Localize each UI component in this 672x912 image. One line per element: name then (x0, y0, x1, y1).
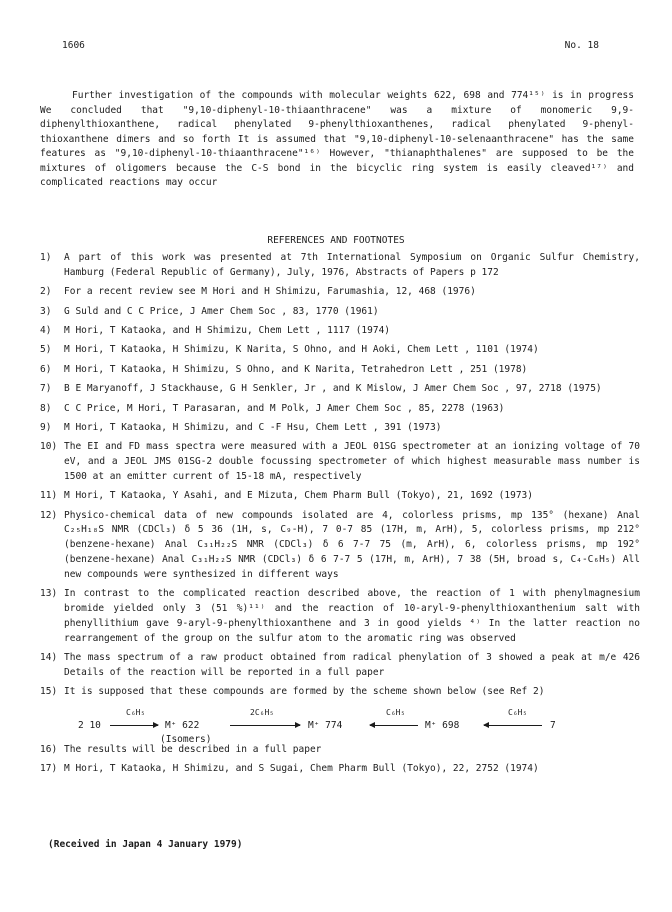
reference-text: M Hori, T Kataoka, H Shimizu, K Narita, S Ohno, and H Aoki, Chem Lett , 1101 (1974) (64, 344, 539, 356)
body-paragraph: Further investigation of the compounds with molecular weights 622, 698 and 774¹⁵⁾ is in progress We concluded that "9,10-diphenyl-10-thiaanthracene" was a mixture of monomeric 9,9-diphenylthioxanthene, radical phenylated 9-phenylthioxanthenes, radical phenylated 9-phenyl-thioxanthene dimers and so forth It is assumed that "9,10-diphenyl-10-selenaanthracene" has the same features as "9,10-diphenyl-10-thiaanthracene"¹⁶⁾ However, "thianaphthalenes" are supposed to be the mixtures of oligomers because the C-S bond in the bicyclic ring system is easily cleaved¹⁷⁾ and complicated reactions may occur (40, 90, 634, 188)
body-text (40, 89, 634, 191)
reference-text: The mass spectrum of a raw product obtained from radical phenylation of 3 showed a peak at m/e 426 Details of the reaction will be reported in a full paper (64, 652, 640, 678)
reference-number: 11) (40, 490, 58, 502)
reference-text: For a recent review see M Hori and H Shimizu, Farumashia, 12, 468 (1976) (64, 286, 476, 298)
received-date: (Received in Japan 4 January 1979) (48, 839, 243, 850)
journal-issue: No. 18 (564, 40, 599, 51)
left-arrow-icon (370, 725, 418, 726)
reference-2 (40, 285, 640, 300)
reference-number: 12) (40, 509, 58, 521)
reference-3 (40, 305, 640, 320)
reference-6 (40, 363, 640, 378)
reference-14 (40, 651, 640, 681)
reference-text: B E Maryanoff, J Stackhause, G H Senkler, Jr , and K Mislow, J Amer Chem Soc , 97, 2718 (1975) (64, 383, 602, 395)
reference-text: In contrast to the complicated reaction described above, the reaction of 1 with phenylmagnesium bromide yielded only 3 (51 %)¹¹⁾ and the reaction of 10-aryl-9-phenylthioxanthenium salt with phenyllithium gave 9-aryl-9-phenylthioxanthene and 3 in good yields ⁴⁾ In the latter reaction no rearrangement of the group on the sulfur atom to the aromatic ring was observed (64, 588, 640, 644)
reference-text: A part of this work was presented at 7th International Symposium on Organic Sulfur Chemistry, Hamburg (Federal Republic of Germany), July, 1976, Abstracts of Papers p 172 (64, 252, 640, 278)
scheme-arrow-label-1: C₆H₅ (126, 707, 146, 717)
reference-number: 13) (40, 588, 58, 600)
reference-text: The results will be described in a full paper (64, 743, 322, 755)
reference-16 (40, 743, 640, 758)
reference-number: 8) (40, 402, 52, 414)
right-arrow-icon (110, 725, 158, 726)
reference-8 (40, 402, 640, 417)
reference-text: M Hori, T Kataoka, H Shimizu, and S Sugai, Chem Pharm Bull (Tokyo), 22, 2752 (1974) (64, 763, 539, 775)
scheme-start: 2 10 (78, 719, 101, 731)
reference-number: 6) (40, 363, 52, 375)
reference-10 (40, 440, 640, 484)
reference-text: G Suld and C C Price, J Amer Chem Soc , 83, 1770 (1961) (64, 305, 379, 317)
reference-number: 5) (40, 344, 52, 356)
reference-7 (40, 382, 640, 397)
reference-9 (40, 421, 640, 436)
page-number: 1606 (62, 40, 85, 51)
reference-number: 4) (40, 324, 52, 336)
reference-text: M Hori, T Kataoka, H Shimizu, S Ohno, and K Narita, Tetrahedron Lett , 251 (1978) (64, 363, 528, 375)
reference-number: 3) (40, 305, 52, 317)
reference-4 (40, 324, 640, 339)
reference-number: 14) (40, 652, 58, 664)
reference-text: It is supposed that these compounds are formed by the scheme shown below (see Ref 2) (64, 686, 545, 698)
reference-5 (40, 343, 640, 358)
reference-text: M Hori, T Kataoka, and H Shimizu, Chem Lett , 1117 (1974) (64, 324, 391, 336)
scheme-arrow-label-4: C₆H₅ (508, 707, 528, 717)
reference-13 (40, 587, 640, 646)
reference-number: 15) (40, 686, 58, 698)
reference-15 (40, 685, 640, 700)
reference-text: C C Price, M Hori, T Parasaran, and M Polk, J Amer Chem Soc , 85, 2278 (1963) (64, 402, 505, 414)
scheme-node-698: M⁺ 698 (425, 719, 460, 731)
reference-number: 7) (40, 383, 52, 395)
reference-number: 9) (40, 421, 52, 433)
scheme-arrow-label-2: 2C₆H₅ (250, 707, 275, 717)
scheme-end: 7 (550, 719, 556, 731)
reference-number: 2) (40, 286, 52, 298)
reference-text: The EI and FD mass spectra were measured with a JEOL 01SG spectrometer at an ionizing voltage of 70 eV, and a JEOL JMS 01SG-2 double focussing spectrometer of which highest measurable mass number is 1500 at an emitter current of 15-18 mA, respectively (64, 441, 640, 482)
reference-number: 17) (40, 763, 58, 775)
scheme-node-774: M⁺ 774 (308, 719, 343, 731)
reference-number: 1) (40, 252, 52, 263)
reference-text: Physico-chemical data of new compounds isolated are 4, colorless prisms, mp 135° (hexane) Anal C₂₅H₁₈S NMR (CDCl₃) δ 5 36 (1H, s, C₉-H), 7 0-7 85 (17H, m, ArH), 5, colorless prisms, mp 212° (benzene-hexane) Anal C₃₁H₂₂S NMR (CDCl₃) δ 6 7-7 75 (m, ArH), 6, colorless prisms, mp 192° (benzene-hexane) Anal C₃₁H₂₂S NMR (CDCl₃) δ 6 7-7 5 (17H, m, ArH), 7 38 (5H, broad s, C₄-C₆H₅) All new compounds were synthesized in different ways (64, 509, 640, 580)
reference-11 (40, 489, 640, 504)
reference-12 (40, 509, 640, 583)
right-arrow-icon (230, 725, 300, 726)
reference-1 (40, 251, 640, 281)
scheme-isomers: (Isomers) (160, 733, 212, 745)
reaction-scheme (40, 705, 640, 745)
references-list (40, 251, 640, 781)
scheme-arrow-label-3: C₆H₅ (386, 707, 406, 717)
reference-text: M Hori, T Kataoka, Y Asahi, and E Mizuta, Chem Pharm Bull (Tokyo), 21, 1692 (1973) (64, 490, 533, 502)
left-arrow-icon (484, 725, 542, 726)
reference-17 (40, 762, 640, 777)
reference-text: M Hori, T Kataoka, H Shimizu, and C -F Hsu, Chem Lett , 391 (1973) (64, 421, 442, 433)
reference-number: 10) (40, 441, 58, 453)
references-heading: REFERENCES AND FOOTNOTES (267, 235, 405, 246)
scheme-node-622: M⁺ 622 (165, 719, 200, 731)
reference-number: 16) (40, 743, 58, 755)
